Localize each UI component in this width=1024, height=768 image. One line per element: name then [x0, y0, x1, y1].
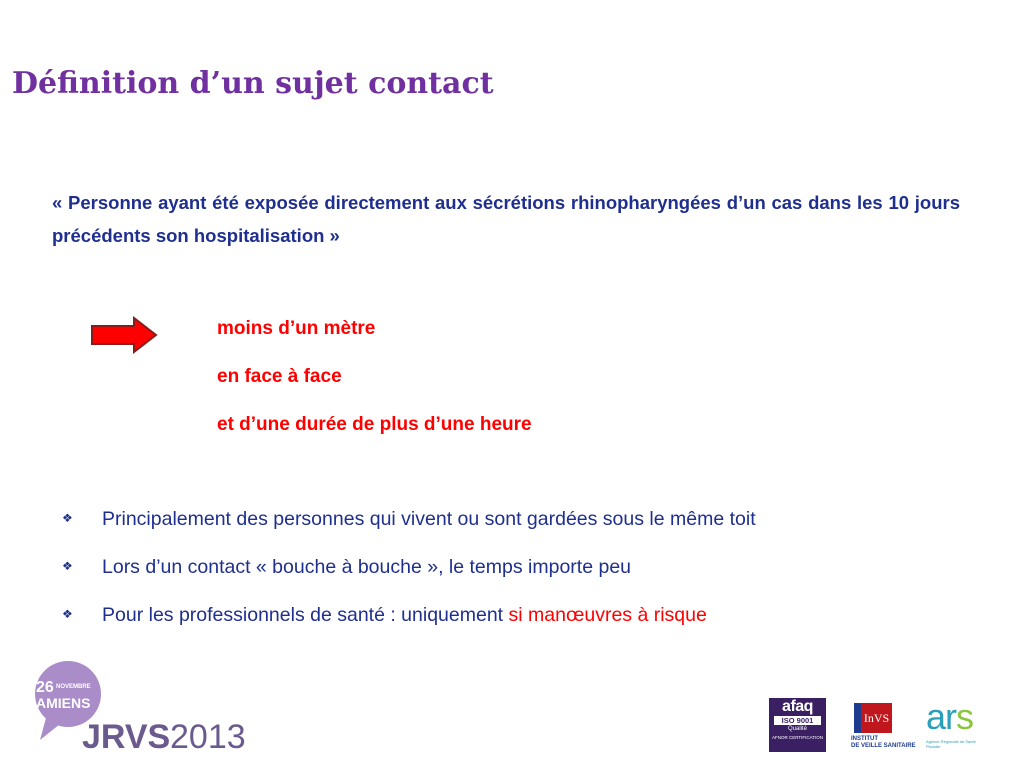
- afaq-standard: ISO 9001: [774, 716, 821, 725]
- invs-caption: [851, 736, 917, 750]
- bullet-text: Pour les professionnels de santé : uniquement: [102, 604, 509, 626]
- bullet-item: [62, 604, 962, 627]
- bullet-highlight: si manœuvres à risque: [508, 604, 707, 626]
- event-month: NOVEMBRE: [56, 684, 91, 690]
- afaq-brand: afaq: [782, 698, 813, 715]
- afaq-certifier: AFNOR CERTIFICATION: [771, 735, 824, 740]
- slide-title: Définition d’un sujet contact: [12, 66, 494, 101]
- event-year: 2013: [170, 718, 246, 756]
- event-name: JRVS: [82, 718, 171, 756]
- criterion-distance: moins d’un mètre: [217, 318, 376, 339]
- event-date-number: 26: [36, 679, 54, 696]
- afaq-logo: [769, 698, 826, 752]
- ars-wordmark: [926, 697, 973, 737]
- criterion-face-to-face: en face à face: [217, 366, 342, 387]
- bullet-item: [62, 556, 962, 579]
- jrvs-event-logo: [24, 660, 254, 756]
- bullet-text: Lors d’un contact « bouche à bouche », le temps importe peu: [102, 556, 632, 578]
- invs-caption-line1: INSTITUT: [851, 736, 878, 742]
- ars-caption: Agence Régionale de Santé Picardie: [926, 739, 976, 749]
- event-city: AMIENS: [36, 695, 91, 711]
- invs-mark: InVS: [854, 703, 892, 733]
- afaq-label: Qualité: [787, 726, 807, 732]
- bullet-item: [62, 508, 962, 531]
- right-arrow-icon: [90, 316, 158, 354]
- diamond-bullet-icon: ❖: [62, 607, 73, 621]
- invs-caption-line2: DE VEILLE SANITAIRE: [851, 743, 916, 749]
- diamond-bullet-icon: ❖: [62, 559, 73, 573]
- ars-logo: [924, 696, 998, 755]
- ars-word-start: ar: [926, 696, 957, 737]
- diamond-bullet-icon: ❖: [62, 511, 73, 525]
- criterion-duration: et d’une durée de plus d’une heure: [217, 414, 532, 435]
- definition-quote: « Personne ayant été exposée directement aux sécrétions rhinopharyngées d’un cas dans les 10 jours précédents son hospitalisation »: [52, 192, 960, 246]
- invs-logo: [851, 703, 917, 755]
- ars-word-end: s: [956, 696, 974, 737]
- bullet-text: Principalement des personnes qui vivent ou sont gardées sous le même toit: [102, 508, 756, 530]
